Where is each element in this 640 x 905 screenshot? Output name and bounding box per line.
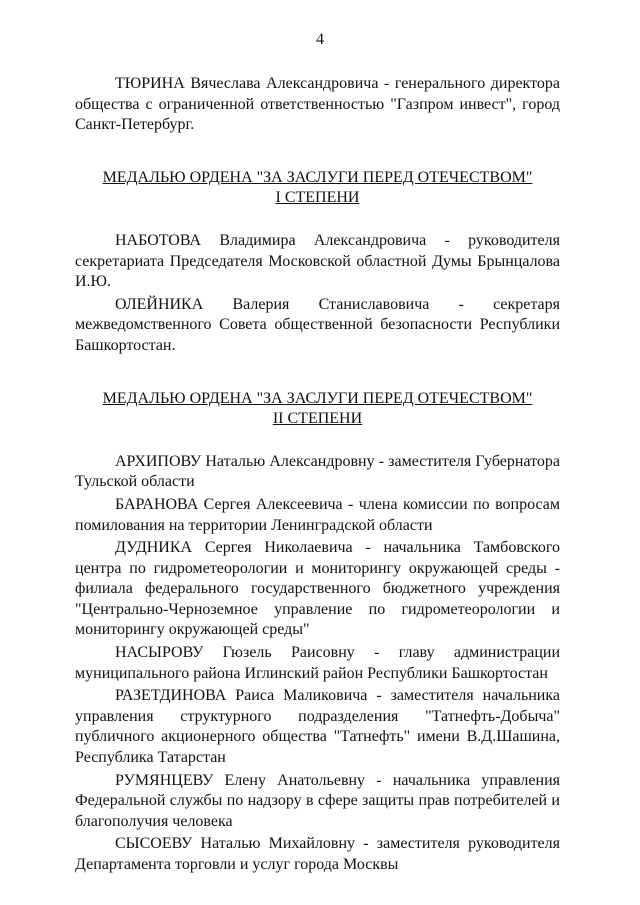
section-heading-line1: МЕДАЛЬЮ ОРДЕНА "ЗА ЗАСЛУГИ ПЕРЕД ОТЕЧЕСТВОМ": [102, 168, 533, 186]
section-heading-second-degree: [75, 389, 560, 430]
award-entry: АРХИПОВУ Наталью Александровну - заместителя Губернатора Тульской области: [75, 452, 560, 491]
award-entry: НАСЫРОВУ Гюзель Раисовну - главу администрации муниципального района Иглинский район Республики Башкортостан: [75, 644, 560, 682]
intro-paragraph: ТЮРИНА Вячеслава Александровича - генерального директора общества с ограниченной ответственностью "Газпром инвест", город Санкт-Петербург.: [75, 75, 560, 134]
page-number: 4: [316, 31, 324, 48]
award-entry: СЫСОЕВУ Наталью Михайловну - заместителя руководителя Департамента торговли и услуг города Москвы: [75, 835, 560, 873]
award-entry: БАРАНОВА Сергея Алексеевича - члена комиссии по вопросам помилования на территории Ленинградской области: [75, 495, 560, 534]
section-heading-line2: II СТЕПЕНИ: [272, 410, 363, 428]
document-body: [75, 74, 560, 876]
section-heading-first-degree: [75, 168, 560, 209]
section-heading-line1: МЕДАЛЬЮ ОРДЕНА "ЗА ЗАСЛУГИ ПЕРЕД ОТЕЧЕСТВОМ": [102, 389, 533, 407]
award-entry: РУМЯНЦЕВУ Елену Анатольевну - начальника управления Федеральной службы по надзору в сфере защиты прав потребителей и благополучия человека: [75, 771, 560, 830]
section-heading-line2: I СТЕПЕНИ: [275, 189, 360, 207]
award-entry: НАБОТОВА Владимира Александровича - руководителя секретариата Председателя Московской областной Думы Брынцалова И.Ю.: [75, 231, 560, 291]
award-entry: ДУДНИКА Сергея Николаевича - начальника Тамбовского центра по гидрометеорологии и мониторингу окружающей среды - филиала федерального государственного бюджетного учреждения "Центрально-Черноземное управление по гидрометеорологии и мониторингу окружающей среды": [75, 539, 560, 639]
award-entry: РАЗЕТДИНОВА Раиса Маликовича - заместителя начальника управления структурного подразделения "Татнефть-Добыча" публичного акционерного общества "Татнефть" имени В.Д.Шашина, Республика Татарстан: [75, 687, 560, 767]
award-entry: ОЛЕЙНИКА Валерия Станиславовича - секретаря межведомственного Совета общественной безопасности Республики Башкортостан.: [75, 295, 560, 354]
